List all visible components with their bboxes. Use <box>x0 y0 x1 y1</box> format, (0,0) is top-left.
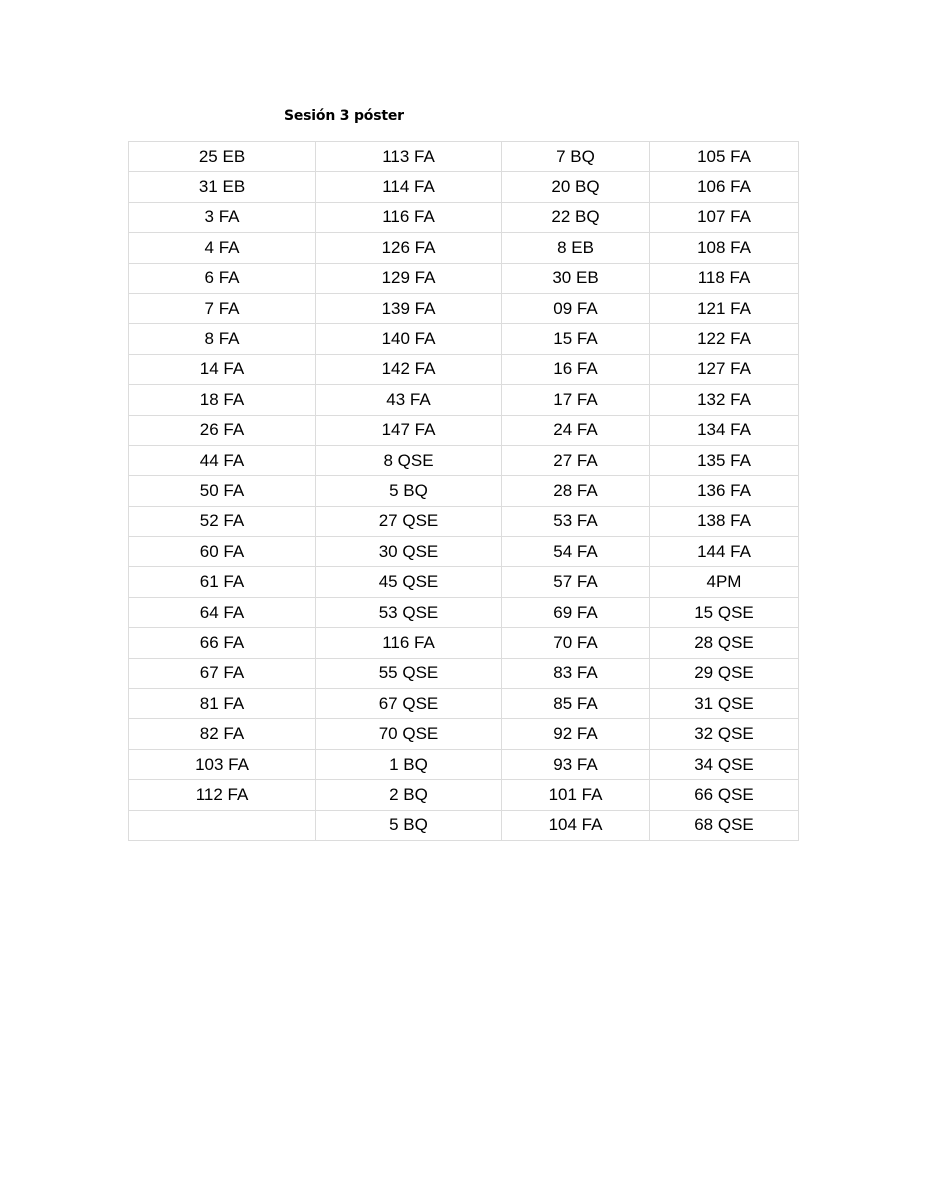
table-cell: 144 FA <box>650 537 799 567</box>
table-row <box>129 233 799 263</box>
table-cell: 8 FA <box>129 324 316 354</box>
table-cell: 118 FA <box>650 263 799 293</box>
table-cell: 81 FA <box>129 689 316 719</box>
table-cell: 32 QSE <box>650 719 799 749</box>
table-row <box>129 810 799 840</box>
table-cell: 28 FA <box>502 476 650 506</box>
table-row <box>129 172 799 202</box>
table-cell: 7 BQ <box>502 142 650 172</box>
table-cell: 85 FA <box>502 689 650 719</box>
table-cell: 93 FA <box>502 749 650 779</box>
table-cell: 114 FA <box>316 172 502 202</box>
table-row <box>129 142 799 172</box>
table-cell: 57 FA <box>502 567 650 597</box>
table-cell: 7 FA <box>129 293 316 323</box>
table-cell: 54 FA <box>502 537 650 567</box>
table-cell: 129 FA <box>316 263 502 293</box>
table-cell: 122 FA <box>650 324 799 354</box>
table-cell: 139 FA <box>316 293 502 323</box>
table-cell: 53 QSE <box>316 597 502 627</box>
table-cell: 126 FA <box>316 233 502 263</box>
table-cell: 67 QSE <box>316 689 502 719</box>
table-row <box>129 263 799 293</box>
table-cell: 20 BQ <box>502 172 650 202</box>
table-cell: 5 BQ <box>316 810 502 840</box>
page-title: Sesión 3 póster <box>284 108 404 124</box>
table-cell: 140 FA <box>316 324 502 354</box>
table-cell: 67 FA <box>129 658 316 688</box>
table-row <box>129 658 799 688</box>
table-cell: 135 FA <box>650 445 799 475</box>
table-cell: 4PM <box>650 567 799 597</box>
table-cell: 5 BQ <box>316 476 502 506</box>
table-cell: 17 FA <box>502 385 650 415</box>
table-cell: 3 FA <box>129 202 316 232</box>
table-row <box>129 689 799 719</box>
table-cell: 18 FA <box>129 385 316 415</box>
table-cell: 69 FA <box>502 597 650 627</box>
table-cell: 29 QSE <box>650 658 799 688</box>
table-cell: 70 QSE <box>316 719 502 749</box>
table-cell: 24 FA <box>502 415 650 445</box>
table-cell: 2 BQ <box>316 780 502 810</box>
table-row <box>129 293 799 323</box>
table-cell: 82 FA <box>129 719 316 749</box>
table-row <box>129 719 799 749</box>
table-cell: 27 FA <box>502 445 650 475</box>
table-row <box>129 354 799 384</box>
table-cell: 34 QSE <box>650 749 799 779</box>
table-cell: 147 FA <box>316 415 502 445</box>
table-cell: 52 FA <box>129 506 316 536</box>
table-cell: 101 FA <box>502 780 650 810</box>
table-row <box>129 445 799 475</box>
table-cell: 60 FA <box>129 537 316 567</box>
table-row <box>129 385 799 415</box>
table-cell: 55 QSE <box>316 658 502 688</box>
table-row <box>129 749 799 779</box>
table-cell: 8 QSE <box>316 445 502 475</box>
table-cell: 28 QSE <box>650 628 799 658</box>
table-cell: 103 FA <box>129 749 316 779</box>
table-cell: 112 FA <box>129 780 316 810</box>
table-cell: 30 QSE <box>316 537 502 567</box>
table-cell: 116 FA <box>316 202 502 232</box>
table-cell: 43 FA <box>316 385 502 415</box>
table-cell: 22 BQ <box>502 202 650 232</box>
table-cell: 26 FA <box>129 415 316 445</box>
table-cell: 113 FA <box>316 142 502 172</box>
table-cell: 106 FA <box>650 172 799 202</box>
table-cell: 92 FA <box>502 719 650 749</box>
table-cell: 127 FA <box>650 354 799 384</box>
table-cell: 09 FA <box>502 293 650 323</box>
table-cell: 45 QSE <box>316 567 502 597</box>
table-cell: 136 FA <box>650 476 799 506</box>
table-cell: 142 FA <box>316 354 502 384</box>
table-cell: 64 FA <box>129 597 316 627</box>
table-cell: 27 QSE <box>316 506 502 536</box>
table-cell: 83 FA <box>502 658 650 688</box>
table-cell: 66 QSE <box>650 780 799 810</box>
table-cell: 121 FA <box>650 293 799 323</box>
table-row <box>129 780 799 810</box>
table-row <box>129 567 799 597</box>
table-row <box>129 415 799 445</box>
table-cell: 1 BQ <box>316 749 502 779</box>
table-row <box>129 597 799 627</box>
table-cell: 108 FA <box>650 233 799 263</box>
table-row <box>129 628 799 658</box>
table-cell: 104 FA <box>502 810 650 840</box>
table-cell: 14 FA <box>129 354 316 384</box>
table-cell: 107 FA <box>650 202 799 232</box>
poster-table-body <box>129 142 799 841</box>
table-cell: 66 FA <box>129 628 316 658</box>
table-cell: 138 FA <box>650 506 799 536</box>
table-cell: 44 FA <box>129 445 316 475</box>
table-cell: 16 FA <box>502 354 650 384</box>
table-cell: 105 FA <box>650 142 799 172</box>
table-row <box>129 324 799 354</box>
table-row <box>129 202 799 232</box>
table-cell: 132 FA <box>650 385 799 415</box>
table-cell: 61 FA <box>129 567 316 597</box>
table-cell: 68 QSE <box>650 810 799 840</box>
table-cell: 6 FA <box>129 263 316 293</box>
table-cell: 70 FA <box>502 628 650 658</box>
table-cell: 134 FA <box>650 415 799 445</box>
table-cell: 30 EB <box>502 263 650 293</box>
table-cell: 4 FA <box>129 233 316 263</box>
table-cell: 31 QSE <box>650 689 799 719</box>
table-cell <box>129 810 316 840</box>
table-cell: 25 EB <box>129 142 316 172</box>
table-cell: 116 FA <box>316 628 502 658</box>
table-cell: 31 EB <box>129 172 316 202</box>
table-cell: 53 FA <box>502 506 650 536</box>
table-row <box>129 476 799 506</box>
table-row <box>129 506 799 536</box>
table-cell: 8 EB <box>502 233 650 263</box>
table-cell: 15 FA <box>502 324 650 354</box>
poster-table <box>128 141 799 841</box>
table-cell: 50 FA <box>129 476 316 506</box>
table-cell: 15 QSE <box>650 597 799 627</box>
table-row <box>129 537 799 567</box>
